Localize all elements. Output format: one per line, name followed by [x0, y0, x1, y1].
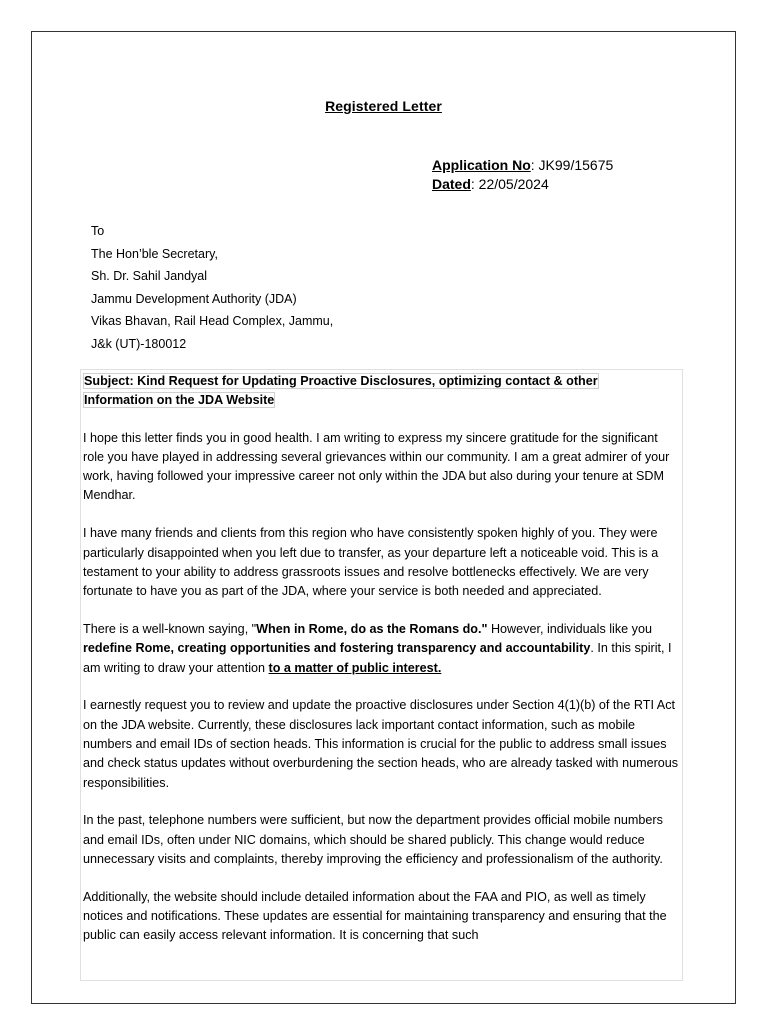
- address-line: Sh. Dr. Sahil Jandyal: [91, 269, 208, 284]
- rome-emphasis: redefine Rome, creating opportunities and fostering transparency and accountability: [83, 641, 591, 656]
- recipient-address: [91, 220, 333, 356]
- rome-text-c: However, individuals like you: [487, 621, 652, 636]
- address-line: Jammu Development Authority (JDA): [91, 291, 297, 306]
- application-number-value: : JK99/15675: [530, 157, 614, 173]
- letter-body: [80, 369, 683, 981]
- letter-title: Registered Letter: [325, 98, 442, 114]
- paragraph-friends: I have many friends and clients from this region who have consistently spoken highly of you. They were particularly disappointed when you left due to transfer, as your departure left a noticeable void. This is a testament to your ability to address grassroots issues and resolve bottlenecks effectively. We are very fortunate to have you as part of the JDA, where your service is both needed and appreciated.: [83, 526, 659, 599]
- paragraph-request: I earnestly request you to review and update the proactive disclosures under Section 4(1)(b) of the RTI Act on the JDA website. Currently, these disclosures lack important contact information, such as mobile numbers and email IDs of section heads. This information is crucial for the public to address small issues and check status updates without overburdening the section heads, who are already tasked with numerous responsibilities.: [83, 698, 679, 790]
- rome-saying: When in Rome, do as the Romans do.": [256, 621, 488, 636]
- address-line: The Hon’ble Secretary,: [91, 246, 218, 261]
- paragraph-contacts: In the past, telephone numbers were sufficient, but now the department provides official mobile numbers and email IDs, often under NIC domains, which should be shared publicly. This change would reduce unnecessary visits and complaints, thereby improving the efficiency and professionalism of the authority.: [83, 813, 663, 866]
- subject-line: Subject: Kind Request for Updating Proactive Disclosures, optimizing contact & other Information on the JDA Website: [84, 374, 598, 408]
- dated-value: : 22/05/2024: [470, 176, 549, 192]
- subject-block: [83, 372, 613, 411]
- paragraph-gratitude: I hope this letter finds you in good health. I am writing to express my sincere gratitude for the significant role you have played in addressing several grievances within our community. I am a great admirer of your work, having followed your impressive career not only within the JDA but also during your tenure at SDM Mendhar.: [83, 430, 670, 503]
- application-number-label: Application No: [432, 157, 531, 173]
- paragraph-additionally: Additionally, the website should include detailed information about the FAA and PIO, as well as timely notices and notifications. These updates are essential for maintaining transparency and ensuring that the public can easily access relevant information. It is concerning that such: [83, 889, 667, 943]
- document-page: [31, 31, 736, 1004]
- application-number-line: [432, 156, 613, 175]
- address-line: To: [91, 224, 105, 238]
- rome-text-a: There is a well-known saying, ": [83, 621, 257, 636]
- address-line: J&k (UT)-180012: [91, 336, 187, 351]
- dated-line: [432, 175, 613, 194]
- application-meta: [432, 156, 613, 194]
- public-interest-phrase: to a matter of public interest.: [268, 660, 442, 675]
- dated-label: Dated: [432, 176, 471, 192]
- rome-text-e: . In this spirit, I am writing to draw your attention: [83, 641, 672, 675]
- paragraph-rome: [83, 620, 680, 678]
- address-line: Vikas Bhavan, Rail Head Complex, Jammu,: [91, 314, 334, 329]
